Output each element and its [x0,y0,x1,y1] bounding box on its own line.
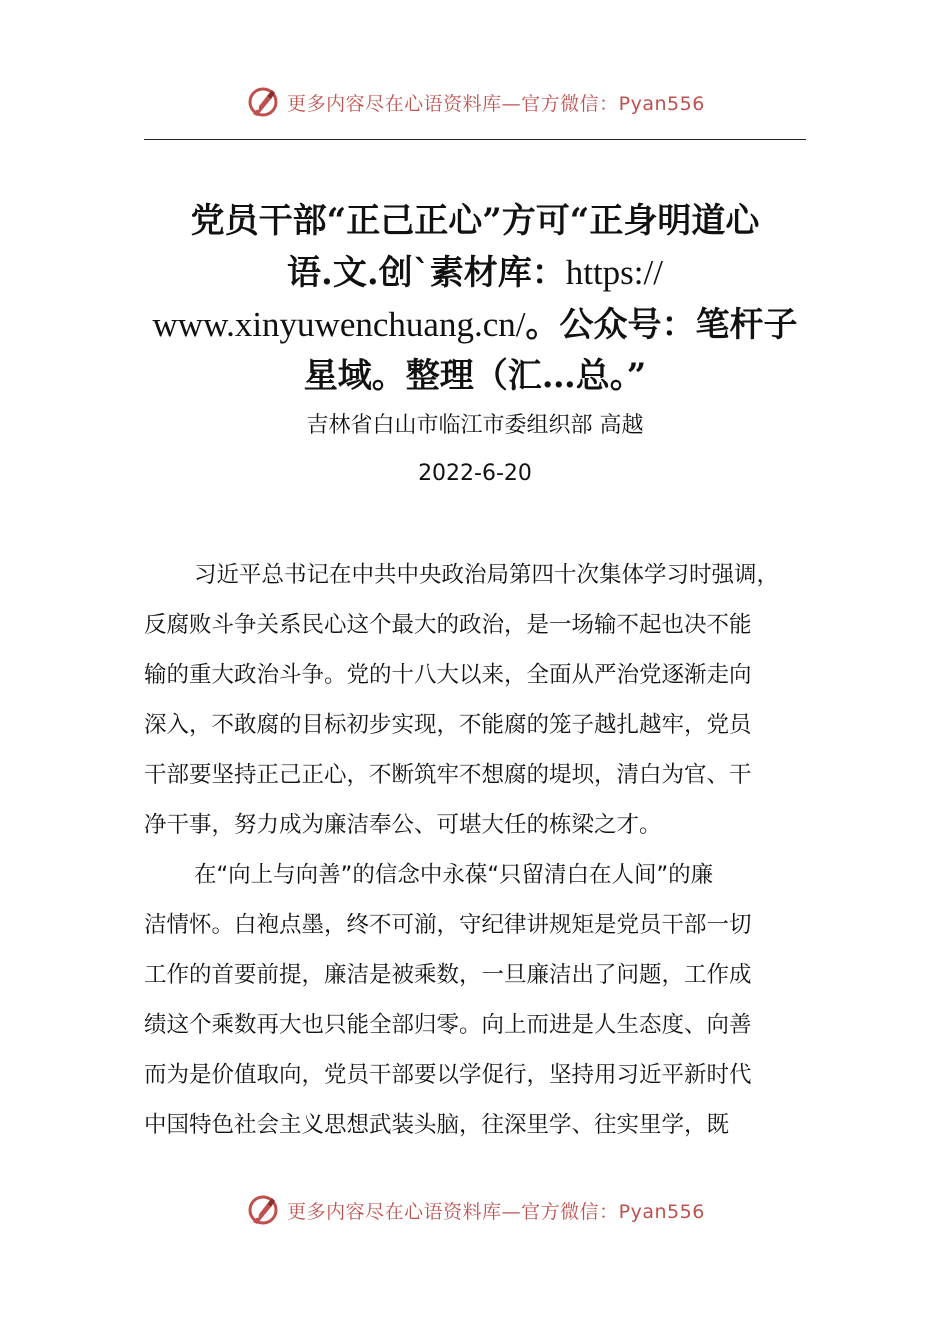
pen-circle-logo-icon [245,1192,281,1228]
title-line-3: www.xinyuwenchuang.cn/。公众号：笔杆子 [152,305,798,345]
body-line: 反腐败斗争关系民心这个最大的政治，是一场输不起也决不能 [144,612,752,638]
header-divider [144,139,806,140]
header-banner-text: 更多内容尽在心语资料库—官方微信：Pyan556 [287,92,705,115]
body-line: 深入，不敢腐的目标初步实现，不能腐的笼子越扎越牢，党员 [144,712,752,738]
title-line-1: 党员干部“正己正心”方可“正身明道心 [190,201,760,241]
body-line: 而为是价值取向，党员干部要以学促行，坚持用习近平新时代 [144,1062,752,1088]
title-line-4: 星域。整理（汇…总。” [303,356,647,396]
title-line-2: 语.文.创`素材库：https:// [287,253,663,293]
body-line: 中国特色社会主义思想武装头脑，往深里学、往实里学，既 [144,1112,730,1138]
pen-circle-logo-icon [245,84,281,120]
publish-date: 2022-6-20 [418,461,532,486]
body-line: 工作的首要前提，廉洁是被乘数，一旦廉洁出了问题，工作成 [144,962,752,988]
body-line: 干部要坚持正己正心，不断筑牢不想腐的堤坝，清白为官、干 [144,762,752,788]
body-line: 在“向上与向善”的信念中永葆“只留清白在人间”的廉 [194,862,714,888]
header-banner-handle: Pyan556 [618,92,705,115]
footer-banner-handle: Pyan556 [618,1200,705,1223]
body-line: 洁情怀。白袍点墨，终不可湔，守纪律讲规矩是党员干部一切 [144,912,752,938]
body-line: 绩这个乘数再大也只能全部归零。向上而进是人生态度、向善 [144,1012,752,1038]
author-byline: 吉林省白山市临江市委组织部 高越 [306,413,644,438]
article-body [144,550,806,1150]
body-line: 输的重大政治斗争。党的十八大以来，全面从严治党逐渐走向 [144,662,752,688]
footer-banner-text: 更多内容尽在心语资料库—官方微信：Pyan556 [287,1200,705,1223]
body-line: 习近平总书记在中共中央政治局第四十次集体学习时强调， [194,562,780,588]
document-title [140,196,810,402]
header-banner [0,82,950,122]
body-line: 净干事，努力成为廉洁奉公、可堪大任的栋梁之才。 [144,812,662,838]
footer-banner [0,1190,950,1230]
